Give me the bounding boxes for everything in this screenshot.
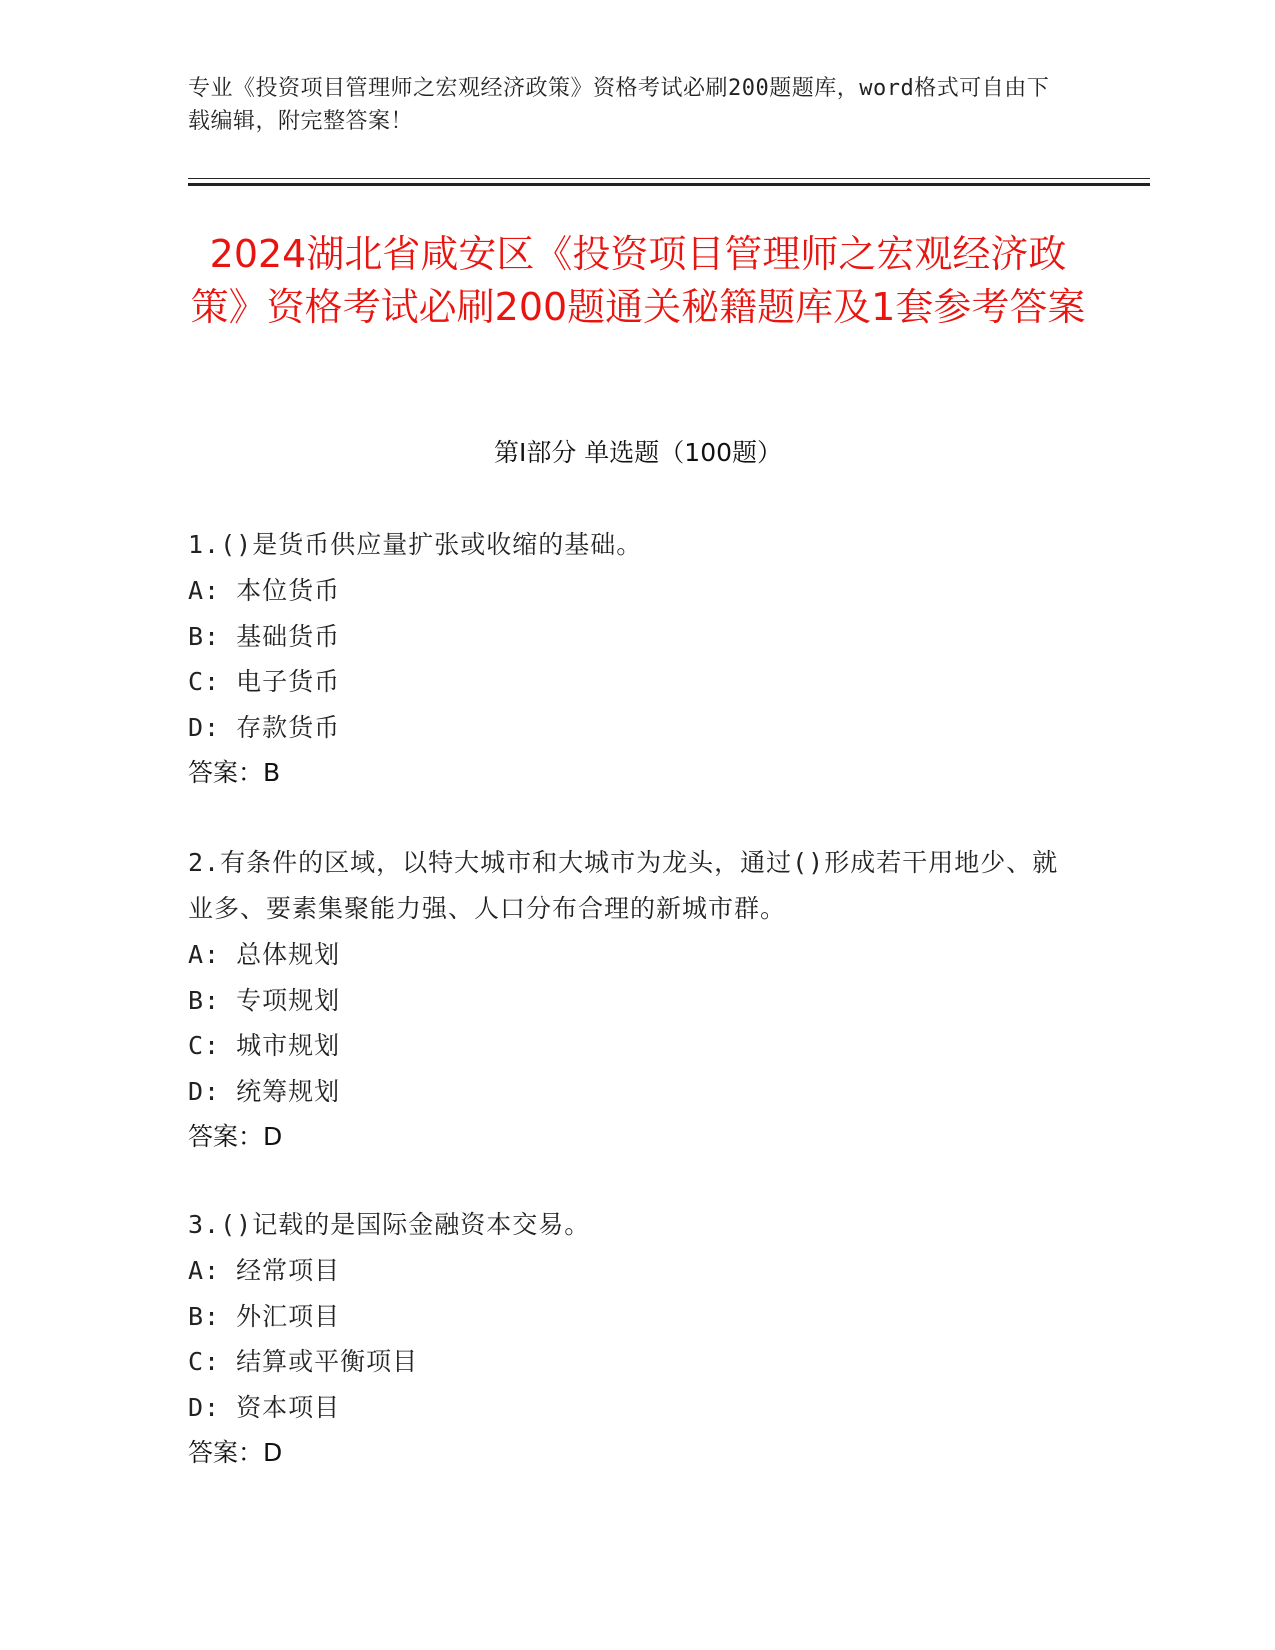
header-divider-thin xyxy=(188,178,1150,179)
option-c: C: 结算或平衡项目 xyxy=(188,1347,419,1376)
answer-line: 答案：D xyxy=(188,1122,283,1151)
answer-line: 答案：B xyxy=(188,758,281,787)
option-b: B: 专项规划 xyxy=(188,985,341,1015)
option-a: A: 经常项目 xyxy=(188,1256,341,1285)
question-item xyxy=(188,840,1068,1160)
question-item xyxy=(188,522,1068,796)
option-b: B: 外汇项目 xyxy=(188,1301,341,1331)
question-stem: 3.()记载的是国际金融资本交易。 xyxy=(188,1210,591,1239)
option-b: B: 基础货币 xyxy=(188,621,341,651)
option-d: D: 统筹规划 xyxy=(188,1076,341,1106)
header-note: 专业《投资项目管理师之宏观经济政策》资格考试必刷200题题库，word格式可自由下载编辑，附完整答案！ xyxy=(188,76,1050,134)
document-title: 2024湖北省咸安区《投资项目管理师之宏观经济政策》资格考试必刷200题通关秘籍题库及1套参考答案 xyxy=(190,232,1086,329)
option-a: A: 本位货币 xyxy=(188,576,341,605)
question-item xyxy=(188,1202,1068,1476)
option-a: A: 总体规划 xyxy=(188,940,341,969)
option-c: C: 城市规划 xyxy=(188,1031,341,1060)
question-stem: 1.()是货币供应量扩张或收缩的基础。 xyxy=(188,530,643,559)
option-d: D: 资本项目 xyxy=(188,1392,341,1422)
answer-line: 答案：D xyxy=(188,1438,283,1467)
option-d: D: 存款货币 xyxy=(188,712,341,742)
question-stem: 2.有条件的区域，以特大城市和大城市为龙头，通过()形成若干用地少、就业多、要素集聚能力强、人口分布合理的新城市群。 xyxy=(188,848,1059,923)
option-c: C: 电子货币 xyxy=(188,667,341,696)
section-title: 第Ⅰ部分 单选题（100题） xyxy=(493,438,783,467)
header-divider-thick xyxy=(188,183,1150,186)
